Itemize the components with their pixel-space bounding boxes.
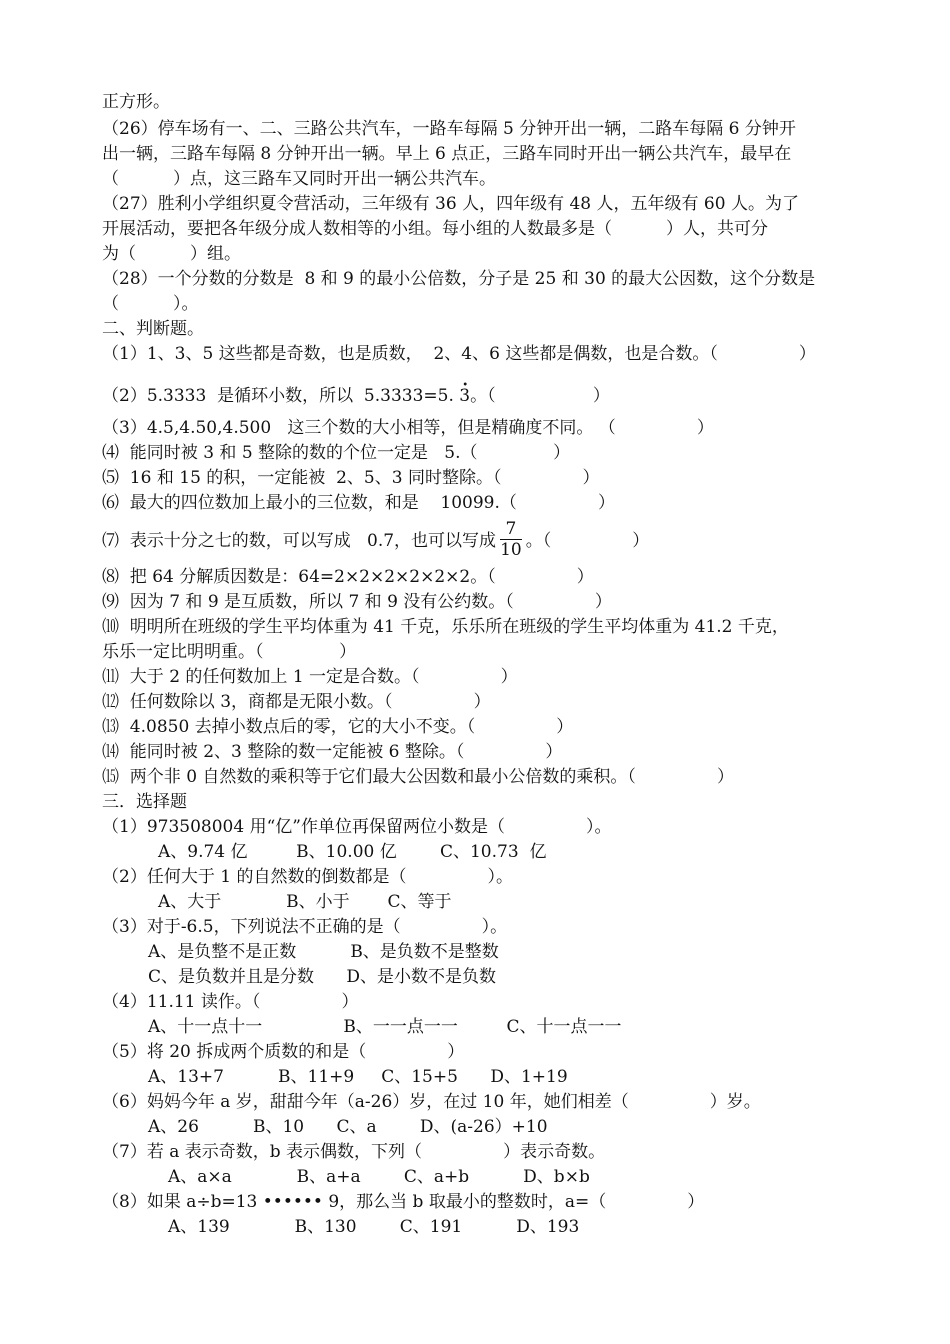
choice-item-7-options: A、a×a B、a+a C、a+b D、b×b	[168, 1167, 590, 1187]
section-heading-choice: 三．选择题	[102, 792, 187, 812]
fraction-denominator: 10	[500, 540, 522, 560]
judge-item-3: （3）4.5,4.50,4.500 这三个数的大小相等，但是精确度不同。 （ ）	[102, 418, 714, 438]
question-26-line-2: 出一辆，三路车每隔 8 分钟开出一辆。早上 6 点正，三路车同时开出一辆公共汽车，最早在	[102, 144, 792, 164]
choice-item-4: （4）11.11 读作。（ ）	[102, 992, 359, 1012]
judge-item-2-text: （2）5.3333 是循环小数，所以 5.3333=5.	[102, 386, 460, 406]
choice-item-5: （5）将 20 拆成两个质数的和是（ ）	[102, 1042, 465, 1062]
choice-item-4-options: A、十一点十一 B、一一点一一 C、十一点一一	[148, 1017, 622, 1037]
choice-item-3: （3）对于-6.5，下列说法不正确的是（ ）。	[102, 917, 508, 937]
question-27-line-1: （27）胜利小学组织夏令营活动，三年级有 36 人，四年级有 48 人，五年级有 60 人。为了	[102, 194, 799, 214]
choice-item-2: （2）任何大于 1 的自然数的倒数都是（ ）。	[102, 867, 513, 887]
judge-item-13: ⒀ 4.0850 去掉小数点后的零，它的大小不变。（ ）	[102, 717, 574, 737]
fraction-numerator: 7	[500, 519, 522, 540]
judge-item-4: ⑷ 能同时被 3 和 5 整除的数的个位一定是 5.（ ）	[102, 443, 571, 463]
judge-item-2-tail: 。（ ）	[470, 386, 610, 406]
judge-item-6: ⑹ 最大的四位数加上最小的三位数，和是 10099.（ ）	[102, 493, 615, 513]
question-26-line-1: （26）停车场有一、二、三路公共汽车，一路车每隔 5 分钟开出一辆，二路车每隔 6 分钟开	[102, 119, 796, 139]
judge-item-7-tail: 。（ ）	[525, 531, 650, 551]
choice-item-3-options-a: A、是负整不是正数 B、是负数不是整数	[148, 942, 499, 962]
fraction	[500, 519, 522, 560]
judge-item-14: ⒁ 能同时被 2、3 整除的数一定能被 6 整除。（ ）	[102, 742, 563, 762]
choice-item-6-options: A、26 B、10 C、a D、(a-26）+10	[148, 1117, 548, 1137]
question-28-line-1: （28）一个分数的分数是 8 和 9 的最小公倍数，分子是 25 和 30 的最大公因数，这个分数是	[102, 269, 816, 289]
choice-item-1-options: A、9.74 亿 B、10.00 亿 C、10.73 亿	[158, 842, 547, 862]
repeating-digit: 3 •	[459, 386, 470, 406]
choice-item-3-options-b: C、是负数并且是分数 D、是小数不是负数	[148, 967, 497, 987]
judge-item-10-line-1: ⑽ 明明所在班级的学生平均体重为 41 千克，乐乐所在班级的学生平均体重为 41.2 千克，	[102, 617, 789, 637]
choice-item-1: （1）973508004 用“亿”作单位再保留两位小数是（ ）。	[102, 817, 612, 837]
judge-item-7	[102, 520, 649, 562]
question-27-line-3: 为（ ）组。	[102, 244, 242, 264]
judge-item-10-line-2: 乐乐一定比明明重。（ ）	[102, 642, 357, 662]
choice-item-8-options: A、139 B、130 C、191 D、193	[168, 1217, 580, 1237]
judge-item-1: （1）1、3、5 这些都是奇数，也是质数， 2、4、6 这些都是偶数，也是合数。（ ）	[102, 344, 816, 364]
choice-item-6: （6）妈妈今年 a 岁，甜甜今年（a-26）岁，在过 10 年，她们相差（ ）岁。	[102, 1092, 761, 1112]
judge-item-12: ⑿ 任何数除以 3，商都是无限小数。（ ）	[102, 692, 491, 712]
question-26-line-3: （ ）点，这三路车又同时开出一辆公共汽车。	[102, 169, 497, 189]
judge-item-7-text: ⑺ 表示十分之七的数，可以写成 0.7，也可以写成	[102, 531, 497, 551]
section-heading-judge: 二、判断题。	[102, 319, 204, 339]
judge-item-2	[102, 386, 610, 406]
text-line: 正方形。	[102, 92, 170, 112]
judge-item-9: ⑼ 因为 7 和 9 是互质数，所以 7 和 9 没有公约数。（ ）	[102, 592, 612, 612]
choice-item-7: （7）若 a 表示奇数，b 表示偶数，下列（ ）表示奇数。	[102, 1142, 606, 1162]
judge-item-11: ⑾ 大于 2 的任何数加上 1 一定是合数。（ ）	[102, 667, 518, 687]
choice-item-5-options: A、13+7 B、11+9 C、15+5 D、1+19	[148, 1067, 568, 1087]
judge-item-5: ⑸ 16 和 15 的积，一定能被 2、5、3 同时整除。（ ）	[102, 468, 600, 488]
choice-item-8: （8）如果 a÷b=13 •••••• 9，那么当 b 取最小的整数时，a=（ ）	[102, 1192, 705, 1212]
question-27-line-2: 开展活动，要把各年级分成人数相等的小组。每小组的人数最多是（ ）人，共可分	[102, 219, 769, 239]
question-28-line-2: （ ）。	[102, 294, 199, 314]
judge-item-15: ⒂ 两个非 0 自然数的乘积等于它们最大公因数和最小公倍数的乘积。（ ）	[102, 767, 734, 787]
judge-item-8: ⑻ 把 64 分解质因数是：64=2×2×2×2×2×2。（ ）	[102, 567, 594, 587]
choice-item-2-options: A、大于 B、小于 C、等于	[158, 892, 452, 912]
